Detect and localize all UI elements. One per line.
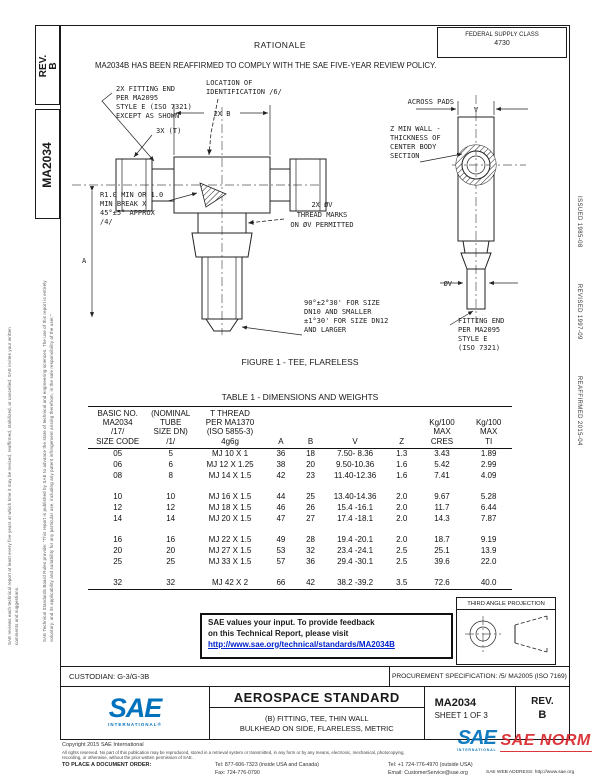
tel-inside: Tel: 877-606-7323 (inside USA and Canada): [215, 762, 319, 768]
projection-label: THIRD ANGLE PROJECTION: [457, 598, 555, 610]
standard-title-line1: (B) FITTING, TEE, THIN WALL: [264, 713, 369, 723]
table-cell: 15.4 -16.1: [337, 503, 374, 513]
tel-outside: Tel: +1 724-776-4970 (outside USA): [388, 762, 473, 768]
table-cell: 10: [113, 492, 123, 502]
header-cell: [194, 407, 266, 449]
table-cell: 1.89: [480, 449, 497, 459]
table-row: [88, 492, 512, 503]
table-cell: 11.40-12.36: [334, 471, 377, 481]
header-row: [88, 407, 512, 449]
dimensions-table: [88, 406, 512, 590]
header-cell: [385, 407, 419, 449]
header-line: Kg/100: [475, 418, 502, 428]
svg-text:PER MA2095: PER MA2095: [116, 94, 159, 102]
table-cell: MJ 42 X 2: [212, 578, 249, 588]
svg-text:±1°30' FOR SIZE DN12: ±1°30' FOR SIZE DN12: [304, 317, 389, 325]
svg-text:90°±2°30' FOR SIZE: 90°±2°30' FOR SIZE: [304, 299, 380, 307]
table-cell: 5.42: [434, 460, 450, 470]
table-cell: 18: [306, 449, 316, 459]
table-row: [88, 448, 512, 460]
svg-text:R1.0 MIN OR 1.0: R1.0 MIN OR 1.0: [100, 191, 164, 199]
table-cell: 57: [276, 557, 286, 567]
table-cell: 6: [168, 460, 173, 470]
rev-tab-box: [35, 25, 60, 105]
table-row: [88, 460, 512, 471]
rev-tab-label: REV. B: [38, 54, 59, 78]
table-row: [88, 578, 512, 590]
header-line: A: [278, 436, 284, 446]
table-cell: 25.1: [434, 546, 450, 556]
table-cell: 27: [306, 514, 316, 524]
table-cell: 25: [113, 557, 123, 567]
svg-text:V: V: [473, 106, 479, 114]
table-head: [88, 407, 512, 449]
table-cell: 13.40-14.36: [333, 492, 377, 502]
table-cell: MJ 10 X 1: [212, 449, 249, 459]
table-cell: 5.28: [480, 492, 497, 502]
header-line: MAX: [433, 427, 451, 437]
spacer-row: [88, 482, 512, 492]
custodian-cell: CUSTODIAN: G-3/G-3B: [60, 666, 390, 687]
fax-line: Fax: 724-776-0790: [215, 769, 260, 776]
table-cell: MJ 27 X 1.5: [208, 546, 252, 556]
table-cell: 10: [166, 492, 176, 502]
table-row: [88, 535, 512, 546]
table-cell: MJ 14 X 1.5: [208, 471, 252, 481]
table-cell: 49: [276, 535, 286, 545]
svg-text:AND LARGER: AND LARGER: [304, 326, 347, 334]
table-cell: 17.4 -18.1: [337, 514, 374, 524]
table-cell: 23.4 -24.1: [337, 546, 374, 556]
feedback-link[interactable]: http://www.sae.org/technical/standards/MA2034B: [208, 639, 395, 649]
svg-text:/4/: /4/: [100, 218, 113, 226]
procurement-cell: PROCUREMENT SPECIFICATION: /5/ MA2005 (ISO 7169): [389, 666, 570, 687]
table-cell: 66: [276, 578, 286, 588]
table-cell: 2.0: [396, 514, 408, 524]
svg-text:PER MA2095: PER MA2095: [458, 326, 501, 334]
svg-text:SECTION: SECTION: [390, 152, 420, 160]
table-cell: 4.09: [480, 471, 497, 481]
standard-type: AEROSPACE STANDARD: [210, 687, 424, 708]
svg-text:3X (T): 3X (T): [156, 127, 182, 135]
email-line: Email: CustomerService@sae.org: [388, 769, 468, 776]
left-margin-notice: comments and suggestions.: [14, 586, 19, 645]
table-cell: MJ 18 X 1.5: [208, 503, 252, 513]
dimensions-table-wrap: [88, 406, 512, 590]
sheet-number: SHEET 1 OF 3: [434, 710, 488, 720]
table-cell: 7.87: [480, 514, 497, 524]
header-line: BASIC NO.: [97, 409, 138, 418]
table-cell: 9.67: [434, 492, 450, 502]
table-body: [88, 448, 512, 589]
table-cell: 7.41: [434, 471, 450, 481]
svg-text:(ISO 7321): (ISO 7321): [458, 344, 501, 352]
header-cell: [296, 407, 326, 449]
table-cell: 12: [166, 503, 176, 513]
header-line: V: [352, 436, 358, 446]
copyright-line: Copyright 2015 SAE International: [62, 742, 144, 748]
svg-text:2X ØV: 2X ØV: [311, 201, 333, 209]
spacer-cell: [88, 568, 512, 578]
feedback-line2: on this Technical Report, please visit: [208, 628, 349, 638]
header-line: TI: [485, 436, 493, 446]
dim-b-label: 2X B: [213, 110, 231, 118]
header-cell: [147, 407, 194, 449]
issued-date: ISSUED 1985-08: [576, 196, 582, 248]
table-cell: 2.5: [396, 557, 408, 567]
table-cell: 19.4 -20.1: [337, 535, 374, 545]
table-cell: 38.2 -39.2: [337, 578, 374, 588]
doc-number: MA2034: [434, 696, 477, 709]
table-cell: 14.3: [434, 514, 450, 524]
svg-text:ON ØV PERMITTED: ON ØV PERMITTED: [290, 221, 354, 229]
table-cell: MJ 20 X 1.5: [208, 514, 252, 524]
figure-caption: FIGURE 1 - TEE, FLARELESS: [241, 357, 359, 367]
table-cell: 20: [166, 546, 176, 556]
svg-text:2X FITTING END: 2X FITTING END: [116, 85, 176, 93]
svg-text:Z MIN WALL -: Z MIN WALL -: [390, 125, 441, 133]
order-label: TO PLACE A DOCUMENT ORDER:: [62, 762, 152, 768]
revised-date: REVISED 1997-09: [576, 283, 582, 340]
header-line: Z: [399, 436, 405, 446]
table-cell: 25: [306, 492, 316, 502]
table-cell: 12: [113, 503, 123, 513]
supply-class-code: 4730: [494, 40, 510, 47]
header-line: B: [307, 436, 314, 446]
section-hatch: [200, 183, 226, 207]
table-cell: 05: [113, 449, 123, 459]
svg-text:THREAD MARKS: THREAD MARKS: [296, 211, 348, 219]
header-line: SIZE DN): [153, 427, 188, 437]
header-line: T THREAD: [210, 409, 250, 418]
spacer-cell: [88, 482, 512, 492]
spacer-row: [88, 525, 512, 535]
table-cell: 6.44: [480, 503, 497, 513]
svg-text:ACROSS PADS: ACROSS PADS: [407, 98, 454, 106]
table-cell: 28: [306, 535, 316, 545]
table-cell: 47: [276, 514, 286, 524]
watermark-international: INTERNATIONAL: [457, 748, 497, 752]
header-line: /1/: [166, 436, 176, 446]
sae-logo: SAE: [108, 692, 162, 723]
table-cell: 40.0: [480, 578, 497, 588]
table-cell: MJ 22 X 1.5: [208, 535, 252, 545]
watermark-sae-logo: SAE: [457, 727, 496, 749]
table-cell: 5: [168, 449, 173, 459]
table-cell: 20: [113, 546, 123, 556]
table-cell: 26: [306, 503, 316, 513]
table-cell: 14: [166, 514, 176, 524]
header-line: (NOMINAL: [151, 409, 191, 418]
table-cell: 06: [113, 460, 123, 470]
svg-text:THICKNESS OF: THICKNESS OF: [390, 134, 441, 142]
sae-norm-watermark: [457, 728, 600, 752]
svg-text:EXCEPT AS SHOWN: EXCEPT AS SHOWN: [116, 112, 180, 120]
rights-line2: recording, or otherwise, without the prior written permission of SAE.: [62, 755, 194, 760]
reaffirmed-date: REAFFIRMED 2015-04: [576, 375, 582, 446]
issue-dates-strip: [576, 196, 582, 480]
table-cell: 46: [276, 503, 286, 513]
table-cell: 36: [306, 557, 316, 567]
table-cell: 16: [113, 535, 123, 545]
header-line: /17/: [111, 427, 125, 437]
table-cell: 7.50- 8.36: [337, 449, 374, 459]
table-cell: 22.0: [480, 557, 497, 567]
table-row: [88, 546, 512, 557]
watermark-norm-text: SAE NORM: [500, 732, 591, 749]
feedback-box: [200, 613, 453, 659]
table-row: [88, 557, 512, 568]
table-cell: 29.4 -30.1: [337, 557, 374, 567]
table-cell: 14: [113, 514, 123, 524]
table-row: [88, 514, 512, 525]
rev-value: B: [538, 708, 547, 721]
standard-title-cell: [209, 686, 425, 740]
table-cell: 13.9: [480, 546, 497, 556]
doc-number-tab-label: MA2034: [40, 142, 54, 188]
table-cell: 72.6: [434, 578, 450, 588]
watermark-red-rule: [500, 751, 592, 752]
web-line: SAE WEB ADDRESS: http://www.sae.org: [486, 769, 575, 775]
header-line: Kg/100: [429, 418, 455, 428]
table-cell: 3.5: [396, 578, 408, 588]
table-cell: 32: [113, 578, 123, 588]
table-cell: 32: [306, 546, 316, 556]
svg-text:FITTING END: FITTING END: [458, 317, 505, 325]
svg-text:DN10 AND SMALLER: DN10 AND SMALLER: [304, 308, 372, 316]
header-cell: [325, 407, 384, 449]
table-cell: 8: [168, 471, 173, 481]
header-line: PER MA1370: [205, 418, 255, 428]
svg-text:IDENTIFICATION /6/: IDENTIFICATION /6/: [206, 88, 282, 96]
header-line: SIZE CODE: [96, 436, 140, 446]
table-cell: 1.6: [396, 460, 408, 470]
svg-text:STYLE E: STYLE E: [458, 335, 488, 343]
tee-fitting-drawing: [60, 73, 570, 355]
table-cell: 1.6: [396, 471, 408, 481]
left-margin-notice: SAE Technical Standards Board Rules provide: “This report is published by SAE to advance the state of technical and engineering sciences. The use of this report is entirely: [42, 280, 47, 642]
table-row: [88, 471, 512, 482]
table-cell: 23: [306, 471, 316, 481]
table-cell: 9.19: [480, 535, 497, 545]
doc-number-tab-box: [35, 109, 60, 219]
header-line: TUBE: [160, 418, 182, 428]
table-cell: 36: [276, 449, 286, 459]
table-cell: 2.0: [396, 503, 408, 513]
table-cell: 42: [276, 471, 286, 481]
sae-logo-subtext: INTERNATIONAL®: [108, 721, 162, 727]
table-cell: 38: [276, 460, 286, 470]
table-cell: 32: [166, 578, 176, 588]
table-cell: 53: [276, 546, 286, 556]
table-cell: 42: [306, 578, 316, 588]
dim-a-label: A: [82, 257, 87, 265]
table-cell: 2.0: [396, 535, 408, 545]
table-cell: 2.99: [480, 460, 497, 470]
rev-label: REV.: [531, 695, 554, 707]
table-cell: 2.0: [396, 492, 408, 502]
header-line: MA2034: [102, 418, 133, 428]
sae-logo-cell: [60, 686, 210, 740]
svg-text:ØV: ØV: [443, 280, 452, 288]
table-cell: 3.43: [434, 449, 450, 459]
table-cell: MJ 12 X 1.25: [206, 460, 254, 470]
table-row: [88, 503, 512, 514]
header-cell: [419, 407, 466, 449]
table-cell: 18.7: [434, 535, 450, 545]
feedback-line1: SAE values your input. To provide feedback: [208, 618, 375, 627]
svg-text:STYLE E (ISO 7321): STYLE E (ISO 7321): [116, 103, 192, 111]
header-line: (ISO 5855-3): [206, 427, 254, 437]
rationale-heading: RATIONALE: [253, 40, 307, 50]
header-cell: [465, 407, 512, 449]
table-cell: 1.3: [396, 449, 408, 459]
header-line: CRES: [430, 436, 454, 446]
standard-title-line2: BULKHEAD ON SIDE, FLARELESS, METRIC: [239, 723, 394, 733]
svg-text:45°±5° APPROX: 45°±5° APPROX: [100, 209, 155, 217]
header-cell: [266, 407, 296, 449]
svg-text:CENTER BODY: CENTER BODY: [390, 143, 437, 151]
left-margin-notice: voluntary, and its applicability and suitability for any particular use, including any patent infringement arising therefrom, is the sole responsibility of the user.”: [49, 314, 54, 642]
header-line: MAX: [479, 427, 498, 437]
rationale-text: MA2034B HAS BEEN REAFFIRMED TO COMPLY WITH THE SAE FIVE-YEAR REVIEW POLICY.: [95, 61, 437, 70]
projection-box: [456, 597, 556, 665]
table-cell: 2.5: [396, 546, 408, 556]
front-view: [72, 79, 388, 335]
header-cell: [88, 407, 147, 449]
side-view: [390, 95, 528, 352]
table-cell: 25: [166, 557, 176, 567]
table-cell: 9.50-10.36: [335, 460, 375, 470]
table-cell: 08: [113, 471, 123, 481]
spacer-cell: [88, 525, 512, 535]
table-cell: MJ 33 X 1.5: [208, 557, 252, 567]
supply-class-title: FEDERAL SUPPLY CLASS: [465, 32, 539, 38]
table-cell: 44: [276, 492, 286, 502]
projection-symbol-icon: [457, 610, 553, 658]
table-cell: 11.7: [434, 503, 450, 513]
table-cell: MJ 16 X 1.5: [208, 492, 252, 502]
header-line: 4g6g: [221, 436, 239, 446]
svg-text:LOCATION OF: LOCATION OF: [206, 79, 253, 87]
table-caption: TABLE 1 - DIMENSIONS AND WEIGHTS: [221, 392, 379, 402]
table-cell: 16: [166, 535, 176, 545]
svg-text:MIN BREAK X: MIN BREAK X: [100, 200, 147, 208]
left-margin-notice: SAE reviews each technical report at least every five years at which time it may be revised, reaffirmed, stabilized, or cancelled. SAE invites your written: [7, 327, 12, 645]
table-cell: 39.6: [434, 557, 450, 567]
spacer-row: [88, 568, 512, 578]
table-cell: 20: [306, 460, 316, 470]
rights-line1: All rights reserved. No part of this publication may be reproduced, stored in a retrieval system or transmitted, in any form or by any means, electronic, mechanical, photocopying,: [62, 749, 405, 755]
